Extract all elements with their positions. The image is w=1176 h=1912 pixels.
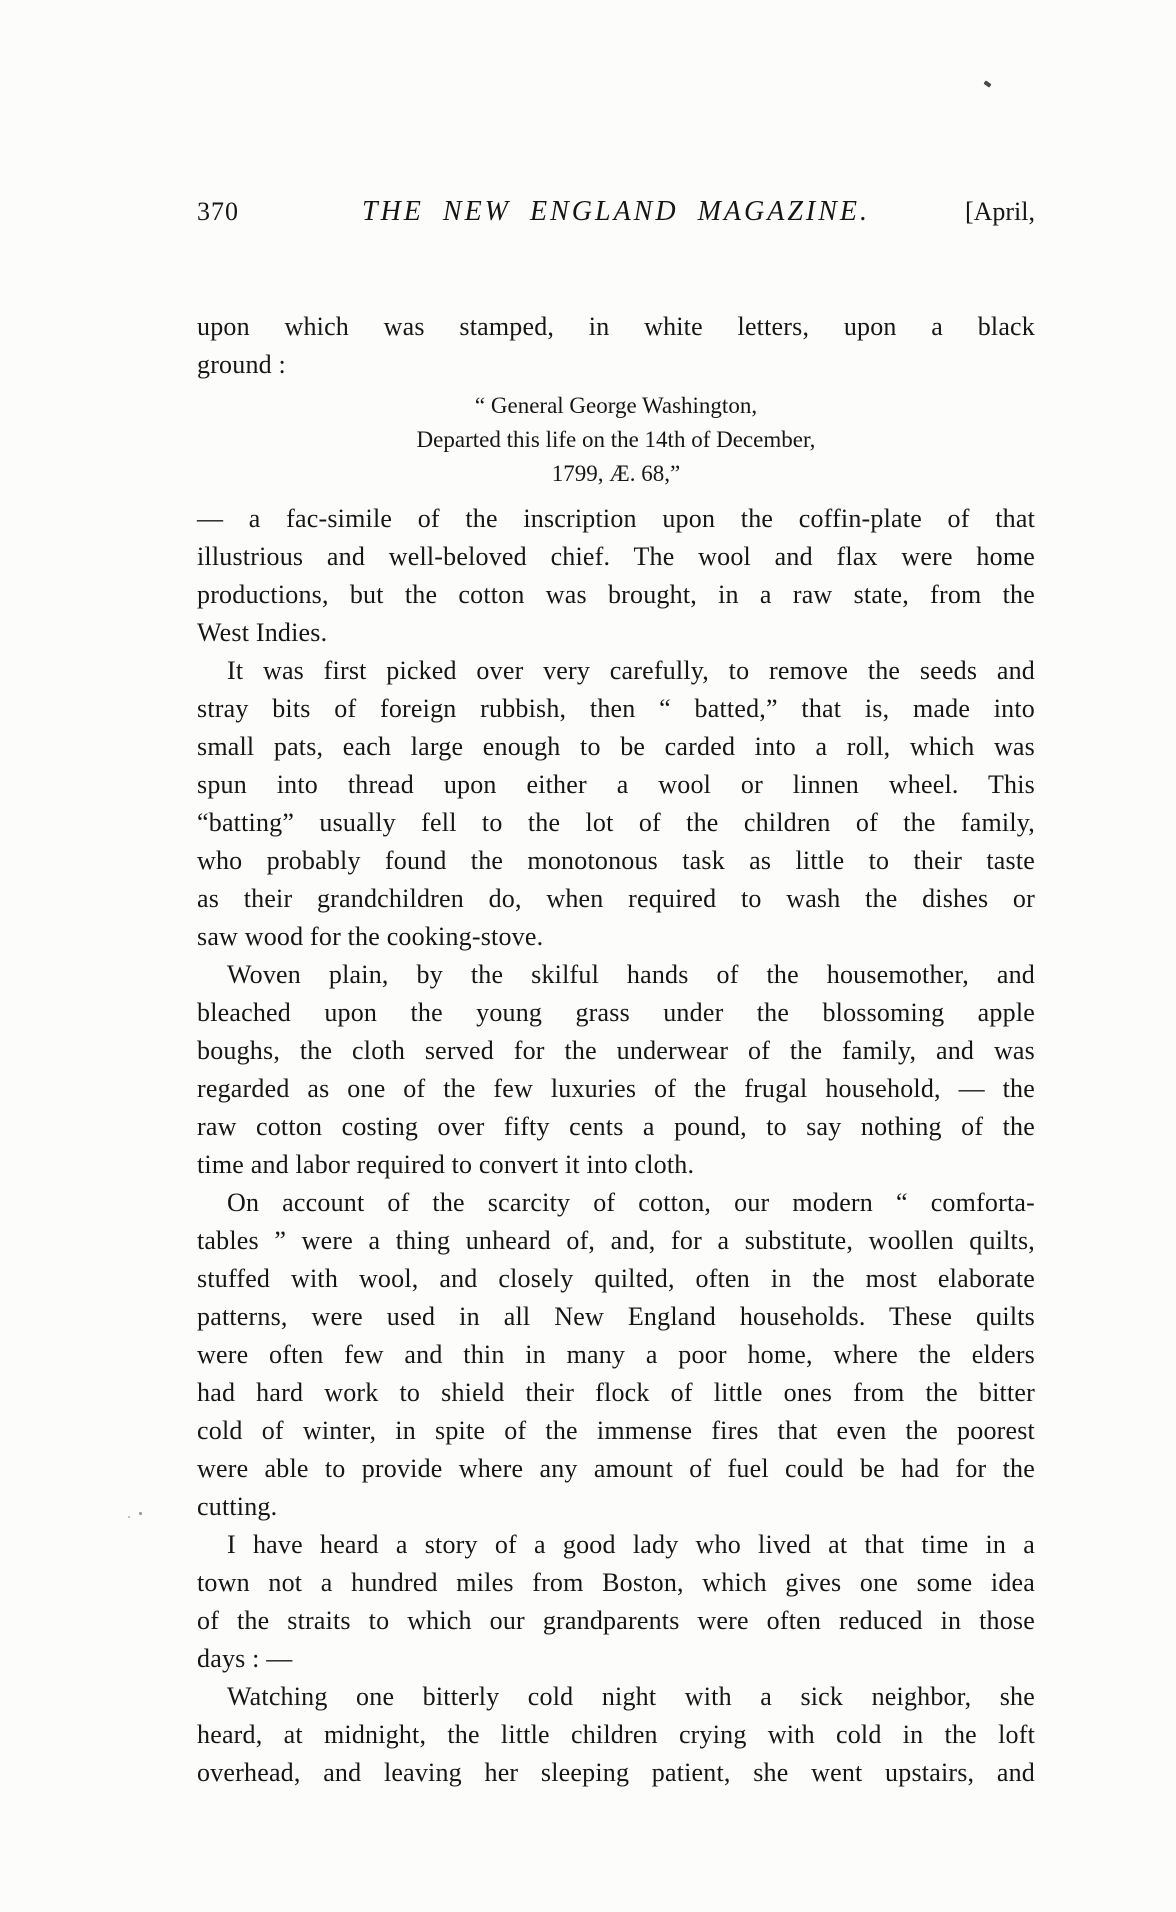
journal-title: THE NEW ENGLAND MAGAZINE. [362,196,870,227]
text-line: illustrious and well-beloved chief. The wool and flax were home [197,542,1035,571]
verse-line: “ General George Washington, [474,393,758,418]
scan-speck [983,80,991,87]
scan-speck [139,1512,142,1515]
text-line: had hard work to shield their flock of little ones from the bitter [197,1378,1035,1407]
text-line: ground : [197,350,286,379]
text-line: — a fac-simile of the inscription upon the coffin-plate of that [197,504,1035,533]
page-header [197,196,1035,228]
paragraph [197,1526,1035,1678]
text-line: regarded as one of the few luxuries of the frugal household, — the [197,1074,1035,1103]
text-line: boughs, the cloth served for the underwear of the family, and was [197,1036,1035,1065]
text-line: town not a hundred miles from Boston, which gives one some idea [197,1568,1035,1597]
scan-speck [128,1516,130,1518]
text-line: tables ” were a thing unheard of, and, for a substitute, woollen quilts, [197,1226,1035,1255]
text-line: I have heard a story of a good lady who lived at that time in a [227,1530,1035,1559]
text-line: productions, but the cotton was brought, in a raw state, from the [197,580,1035,609]
text-line: days : — [197,1644,293,1673]
text-line: upon which was stamped, in white letters, upon a black [197,312,1035,341]
text-line: who probably found the monotonous task as little to their taste [197,846,1035,875]
paragraph [197,652,1035,956]
text-line: stray bits of foreign rubbish, then “ batted,” that is, made into [197,694,1035,723]
text-line: Watching one bitterly cold night with a sick neighbor, she [227,1682,1035,1711]
text-line: saw wood for the cooking-stove. [197,922,544,951]
text-line: Woven plain, by the skilful hands of the housemother, and [227,960,1035,989]
text-line: raw cotton costing over fifty cents a pound, to say nothing of the [197,1112,1035,1141]
text-line: small pats, each large enough to be carded into a roll, which was [197,732,1035,761]
paragraph [197,1678,1035,1792]
verse-line: Departed this life on the 14th of December, [416,427,816,452]
issue-date: [April, [964,197,1035,226]
page-number: 370 [197,197,239,226]
text-line: West Indies. [197,618,328,647]
paragraph [197,500,1035,652]
paragraph [197,308,1035,384]
coffin-plate-inscription [197,389,1035,491]
text-line: cold of winter, in spite of the immense fires that even the poorest [197,1416,1035,1445]
text-line: were able to provide where any amount of fuel could be had for the [197,1454,1035,1483]
text-line: were often few and thin in many a poor home, where the elders [197,1340,1035,1369]
text-line: cutting. [197,1492,278,1521]
text-line: overhead, and leaving her sleeping patient, she went upstairs, and [197,1758,1035,1787]
text-line: as their grandchildren do, when required to wash the dishes or [197,884,1035,913]
text-line: It was first picked over very carefully, to remove the seeds and [227,656,1035,685]
paragraph [197,956,1035,1184]
text-line: stuffed with wool, and closely quilted, often in the most elaborate [197,1264,1035,1293]
text-line: of the straits to which our grandparents were often reduced in those [197,1606,1035,1635]
text-line: heard, at midnight, the little children crying with cold in the loft [197,1720,1035,1749]
text-line: “batting” usually fell to the lot of the children of the family, [197,808,1035,837]
text-line: spun into thread upon either a wool or linnen wheel. This [197,770,1035,799]
paragraph [197,1184,1035,1526]
text-line: bleached upon the young grass under the blossoming apple [197,998,1035,1027]
text-line: On account of the scarcity of cotton, our modern “ comforta- [227,1188,1035,1217]
body-text [197,308,1035,1792]
text-line: time and labor required to convert it into cloth. [197,1150,695,1179]
verse-line: 1799, Æ. 68,” [551,461,681,486]
text-line: patterns, were used in all New England households. These quilts [197,1302,1035,1331]
